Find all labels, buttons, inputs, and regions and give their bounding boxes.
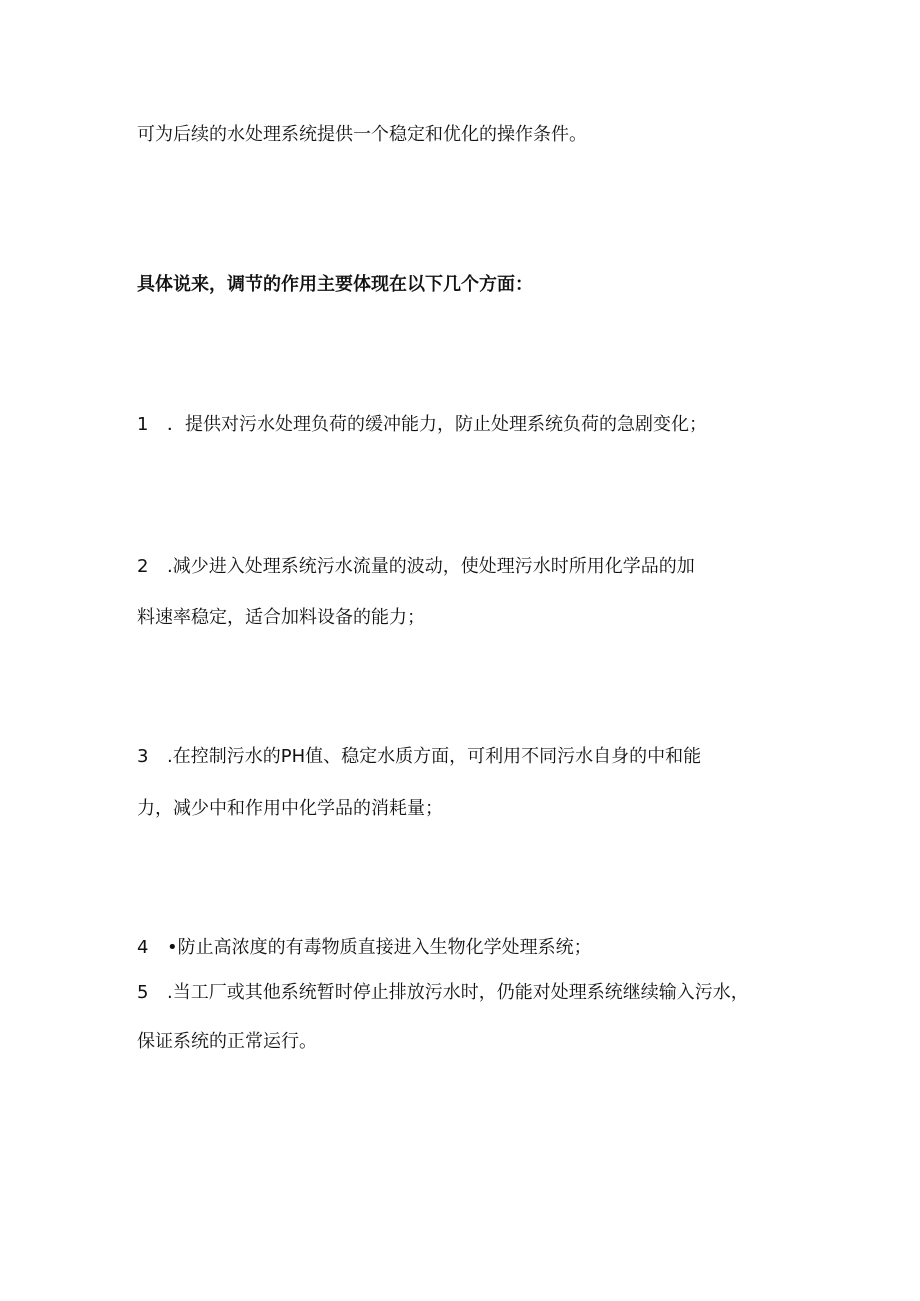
- list-item-text: ．提供对污水处理负荷的缓冲能力，防止处理系统负荷的急剧变化；: [167, 414, 707, 435]
- list-item-number: 3: [137, 746, 149, 767]
- list-item-2: [137, 555, 695, 579]
- list-item-number: 2: [137, 556, 149, 577]
- list-item-text: .减少进入处理系统污水流量的波动，使处理污水时所用化学品的加: [167, 556, 695, 577]
- list-item-number: 4: [137, 937, 149, 958]
- list-item-3: [137, 745, 701, 769]
- list-item-number: 5: [137, 982, 149, 1003]
- list-item-4: [137, 936, 592, 960]
- list-item-2-continuation: 料速率稳定，适合加料设备的能力；: [137, 607, 425, 628]
- list-item-text: .当工厂或其他系统暂时停止排放污水时，仍能对处理系统继续输入污水，: [167, 982, 749, 1003]
- list-item-5: [137, 981, 749, 1005]
- list-item-text: .在控制污水的PH值、稳定水质方面，可利用不同污水自身的中和能: [167, 746, 702, 767]
- list-item-text: •防止高浓度的有毒物质直接进入生物化学处理系统；: [167, 937, 592, 958]
- list-item-3-continuation: 力，减少中和作用中化学品的消耗量；: [137, 798, 443, 819]
- list-item-number: 1: [137, 414, 149, 435]
- section-heading: 具体说来，调节的作用主要体现在以下几个方面：: [137, 274, 533, 295]
- intro-paragraph: 可为后续的水处理系统提供一个稳定和优化的操作条件。: [137, 124, 587, 145]
- list-item-5-continuation: 保证系统的正常运行。: [137, 1031, 317, 1052]
- list-item-1: [137, 413, 707, 437]
